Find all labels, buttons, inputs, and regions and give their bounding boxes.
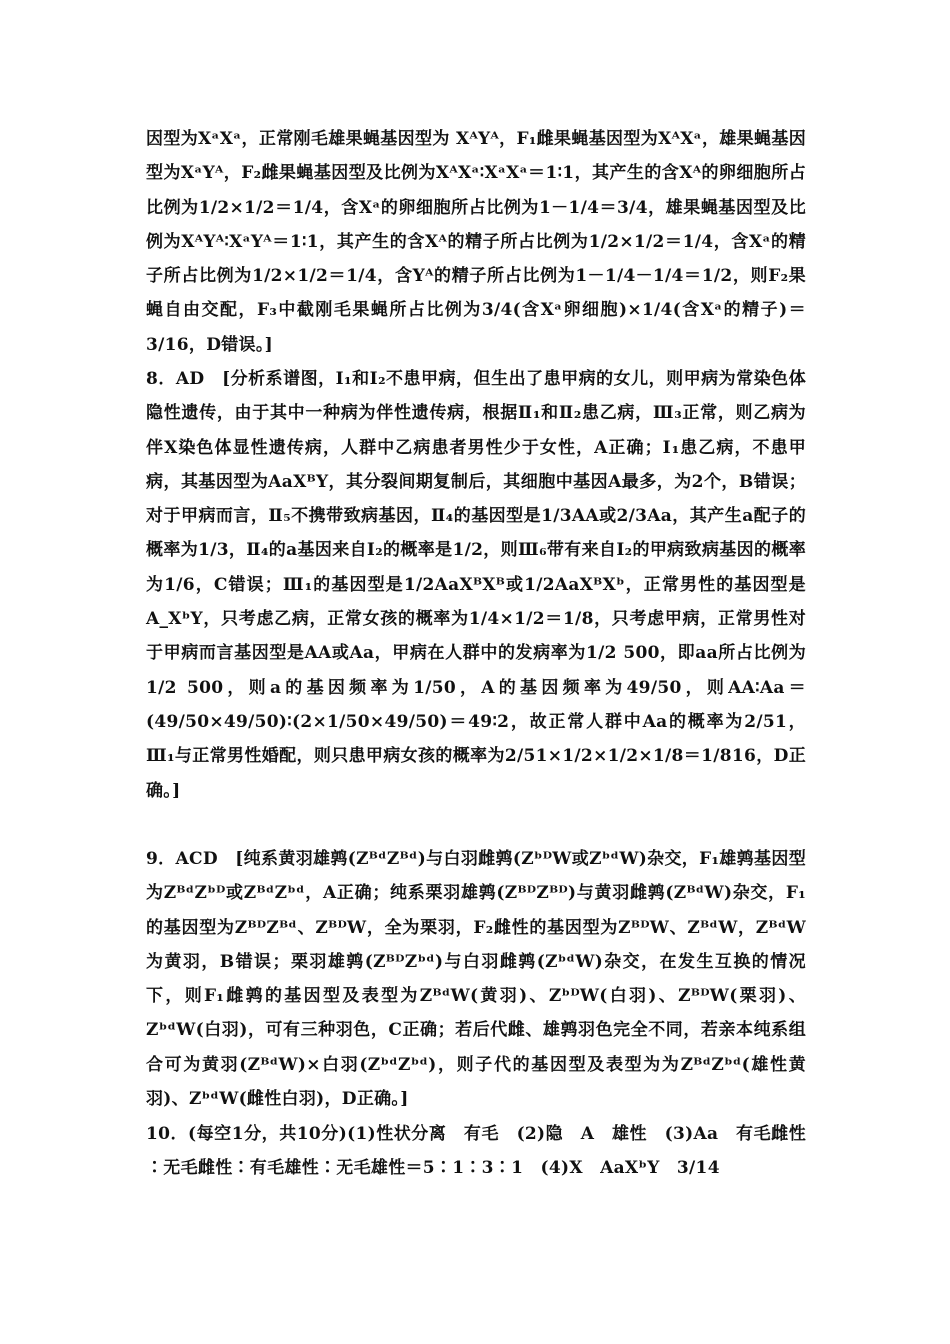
answer-8-paragraph: 8．AD [分析系谱图，Ⅰ₁和Ⅰ₂不患甲病，但生出了患甲病的女儿，则甲病为常染色体隐性遗传，由于其中一种病为伴性遗传病，根据Ⅱ₁和Ⅱ₂患乙病，Ⅲ₃正常，则乙病为伴X染色体显性遗传病，人群中乙病患者男性少于女性，A正确；Ⅰ₁患乙病，不患甲病，其基因型为AaXᴮY，其分裂间期复制后，其细胞中基因A最多，为2个，B错误；对于甲病而言，Ⅱ₅不携带致病基因，Ⅱ₄的基因型是1/3AA或2/3Aa，其产生a配子的概率为1/3，Ⅱ₄的a基因来自Ⅰ₂的概率是1/2，则Ⅲ₆带有来自Ⅰ₂的甲病致病基因的概率为1/6，C错误；Ⅲ₁的基因型是1/2AaXᴮXᴮ或1/2AaXᴮXᵇ，正常男性的基因型是A_XᵇY，只考虑乙病，正常女孩的概率为1/4×1/2＝1/8，只考虑甲病，正常男性对于甲病而言基因型是AA或Aa，甲病在人群中的发病率为1/2 500，即aa所占比例为1/2 500，则a的基因频率为1/50，A的基因频率为49/50，则AA∶Aa＝(49/50×49/50)∶(2×1/50×49/50)＝49∶2，故正常人群中Aa的概率为2/51，Ⅲ₁与正常男性婚配，则只患甲病女孩的概率为2/51×1/2×1/2×1/8＝1/816，D正确。] [146, 369, 806, 801]
answer-10-paragraph: 10．(每空1分，共10分)(1)性状分离 有毛 (2)隐 A 雄性 (3)Aa 有毛雌性∶无毛雌性∶有毛雄性∶无毛雄性＝5∶1∶3∶1 (4)X AaXᵇY 3/14 [146, 1124, 806, 1179]
answer-9-paragraph: 9．ACD [纯系黄羽雄鹑(ZᴮᵈZᴮᵈ)与白羽雌鹑(ZᵇᴰW或ZᵇᵈW)杂交，F₁雄鹑基因型为ZᴮᵈZᵇᴰ或ZᴮᵈZᵇᵈ，A正确；纯系栗羽雄鹑(ZᴮᴰZᴮᴰ)与黄羽雌鹑(ZᴮᵈW)杂交，F₁的基因型为ZᴮᴰZᴮᵈ、ZᴮᴰW，全为栗羽，F₂雌性的基因型为ZᴮᴰW、ZᴮᵈW，ZᴮᵈW为黄羽，B错误；栗羽雄鹑(ZᴮᴰZᵇᵈ)与白羽雌鹑(ZᵇᵈW)杂交，在发生互换的情况下，则F₁雌鹑的基因型及表型为ZᴮᵈW(黄羽)、ZᵇᴰW(白羽)、ZᴮᴰW(栗羽)、ZᵇᵈW(白羽)，可有三种羽色，C正确；若后代雌、雄鹑羽色完全不同，若亲本纯系组合可为黄羽(ZᴮᵈW)×白羽(ZᵇᵈZᵇᵈ)，则子代的基因型及表型为为ZᴮᵈZᵇᵈ(雄性黄羽)、ZᵇᵈW(雌性白羽)，D正确。] [146, 849, 806, 1110]
answer-7-continued-paragraph: 因型为XᵃXᵃ，正常刚毛雄果蝇基因型为 XᴬYᴬ，F₁雌果蝇基因型为XᴬXᵃ，雄果蝇基因型为XᵃYᴬ，F₂雌果蝇基因型及比例为XᴬXᵃ∶XᵃXᵃ＝1∶1，其产生的含Xᴬ的卵细胞所占比例为1/2×1/2＝1/4，含Xᵃ的卵细胞所占比例为1－1/4＝3/4，雄果蝇基因型及比例为XᴬYᴬ∶XᵃYᴬ＝1∶1，其产生的含Xᴬ的精子所占比例为1/2×1/2＝1/4，含Xᵃ的精子所占比例为1/2×1/2＝1/4，含Yᴬ的精子所占比例为1－1/4－1/4＝1/2，则F₂果蝇自由交配，F₃中截刚毛果蝇所占比例为3/4(含Xᵃ卵细胞)×1/4(含Xᵃ的精子)＝3/16，D错误。] [146, 129, 806, 355]
